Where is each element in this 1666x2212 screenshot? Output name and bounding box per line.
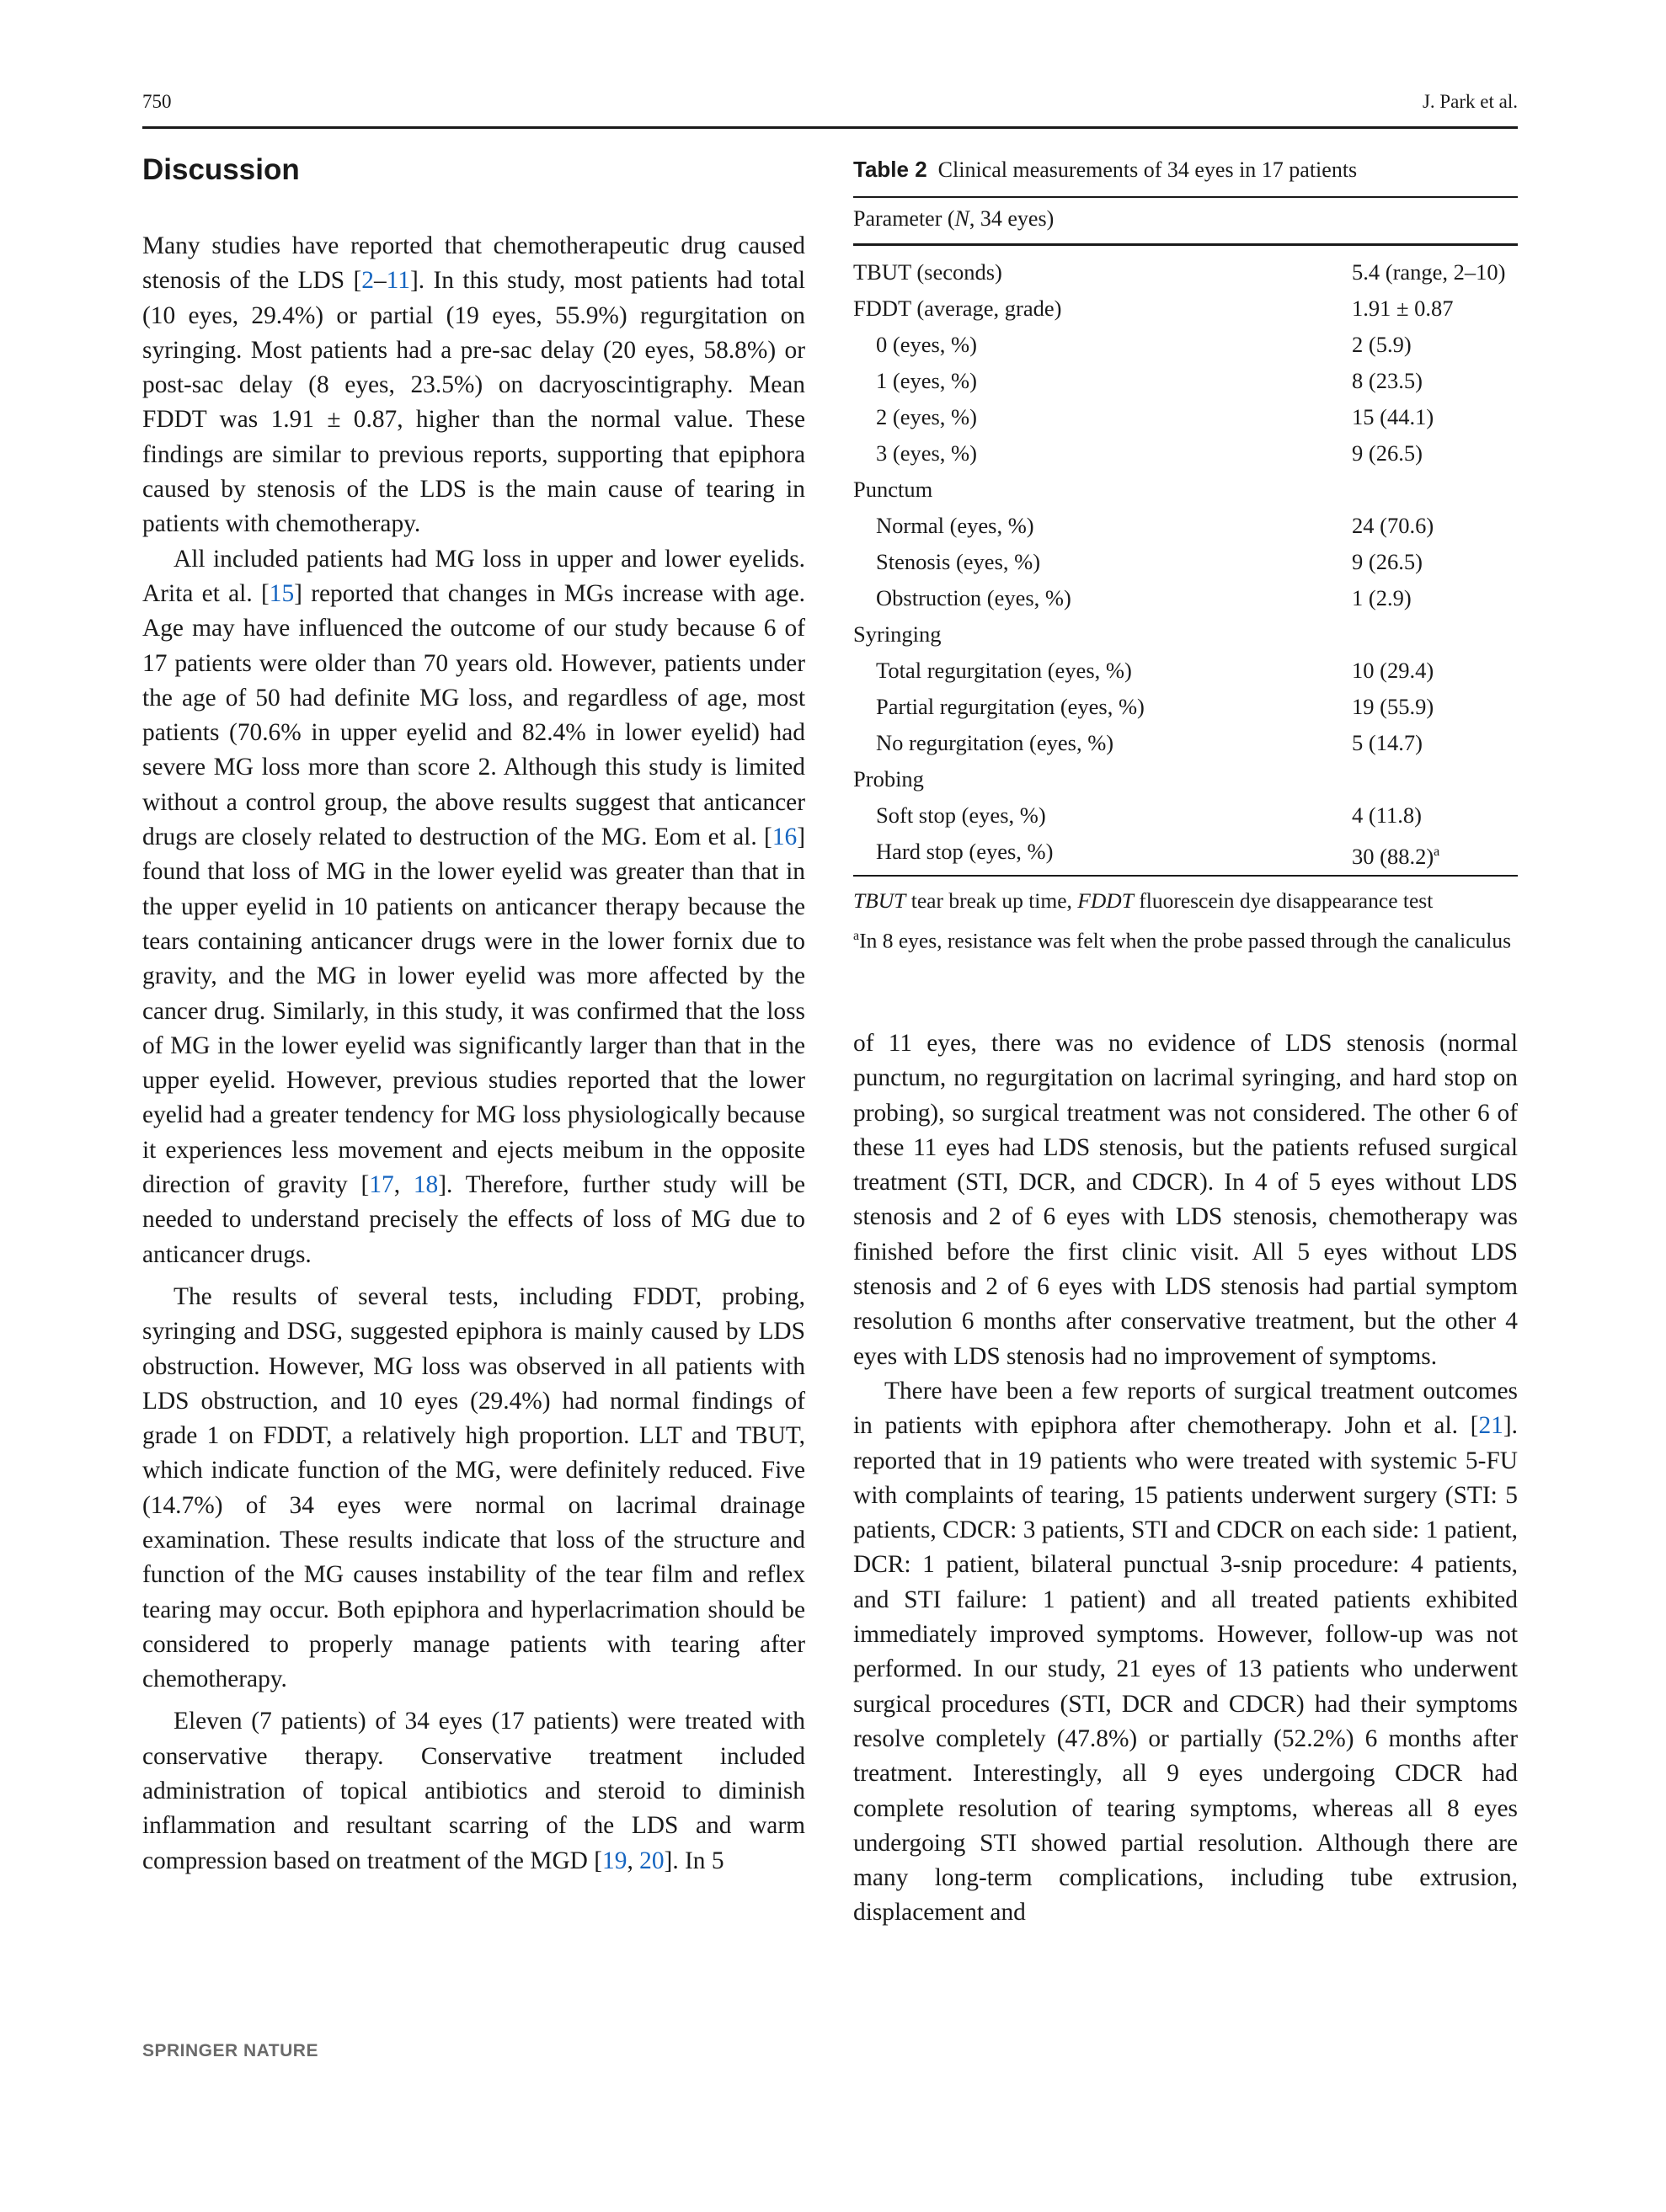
table-cell-parameter: 1 (eyes, %)	[876, 368, 977, 393]
table-row	[853, 580, 1518, 616]
table-cell-value	[1352, 616, 1518, 653]
table-cell-parameter: Partial regurgitation (eyes, %)	[876, 694, 1145, 719]
table-row	[853, 689, 1518, 725]
citation-link[interactable]: 21	[1478, 1412, 1503, 1440]
citation-link[interactable]: 2	[361, 267, 374, 295]
table-cell-parameter: Soft stop (eyes, %)	[876, 802, 1046, 828]
table-row	[853, 363, 1518, 399]
table-footnotes	[853, 887, 1518, 956]
abbreviation: TBUT	[853, 888, 906, 913]
table-cell-parameter: FDDT (average, grade)	[853, 296, 1062, 321]
table-caption	[853, 157, 1518, 183]
header-rule	[142, 126, 1518, 129]
table-cell-value	[1352, 761, 1518, 797]
table-cell-parameter: Normal (eyes, %)	[876, 513, 1034, 538]
text-run: –	[373, 267, 387, 295]
text-run: ,	[393, 1171, 414, 1199]
table-body	[853, 246, 1518, 875]
table-header-text: , 34 eyes)	[969, 206, 1055, 231]
table-cell-parameter: 2 (eyes, %)	[876, 404, 977, 429]
table-2	[853, 157, 1518, 962]
table-cell-value: 5.4 (range, 2–10)	[1352, 259, 1506, 285]
table-cell-parameter: TBUT (seconds)	[853, 259, 1002, 285]
table-cell-value: 10 (29.4)	[1352, 658, 1434, 683]
table-cell-parameter: Probing	[853, 766, 924, 792]
table-row	[853, 472, 1518, 508]
table-cell-parameter: Obstruction (eyes, %)	[876, 585, 1071, 610]
table-cell-parameter: 0 (eyes, %)	[876, 332, 977, 357]
paragraph	[853, 1026, 1518, 1374]
table-cell-value	[1352, 472, 1518, 508]
paragraph	[142, 1704, 805, 1878]
table-cell-value: 1 (2.9)	[1352, 585, 1412, 610]
table-cell-parameter: Syringing	[853, 621, 942, 647]
table-row	[853, 435, 1518, 472]
table-header	[853, 198, 1518, 243]
text-run: All included patients had MG loss in upper and lower eyelids. Arita et al. [	[142, 545, 805, 607]
table-row	[853, 761, 1518, 797]
table-cell-parameter: 3 (eyes, %)	[876, 440, 977, 466]
citation-link[interactable]: 18	[413, 1171, 439, 1199]
citation-link[interactable]: 17	[369, 1171, 394, 1199]
footnote-text: In 8 eyes, resistance was felt when the probe passed through the canaliculus	[859, 928, 1512, 953]
text-run: There have been a few reports of surgical treatment outcomes in patients with epiphora after chemotherapy. John et al. [	[853, 1377, 1518, 1440]
table-label: Table 2	[853, 157, 927, 182]
right-column	[853, 1026, 1518, 1931]
table-row	[853, 797, 1518, 834]
text-run: ]. In 5	[664, 1847, 724, 1874]
text-run: of 11 eyes, there was no evidence of LDS stenosis (normal punctum, no regurgitation on lacrimal syringing, and hard stop on probing), so surgical treatment was not considered. The other 6 of these 11 eyes had LDS stenosis, but the patients refused surgical treatment (STI, DCR, and CDCR). In 4 of 5 eyes without LDS stenosis and 2 of 6 eyes with LDS stenosis, chemotherapy was finished before the first clinic visit. All 5 eyes without LDS stenosis and 2 of 6 eyes with LDS stenosis had partial symptom resolution 6 months after conservative treatment, but the other 4 eyes with LDS stenosis had no improvement of symptoms.	[853, 1030, 1518, 1370]
table-row	[853, 834, 1518, 870]
section-heading: Discussion	[142, 153, 300, 186]
table-footnote-abbreviations	[853, 887, 1518, 915]
table-row	[853, 653, 1518, 689]
paragraph	[142, 542, 805, 1272]
table-row	[853, 254, 1518, 290]
table-row	[853, 508, 1518, 544]
running-head-authors: J. Park et al.	[1422, 91, 1518, 112]
table-caption-text: Clinical measurements of 34 eyes in 17 patients	[937, 157, 1358, 182]
text-run: ,	[627, 1847, 640, 1874]
left-column	[142, 153, 805, 1879]
table-cell-value: 30 $(88.2)^a$	[1352, 843, 1440, 869]
table-row	[853, 399, 1518, 435]
footnote-marker: a	[853, 929, 860, 943]
publisher-logo: SPRINGER NATURE	[142, 2041, 318, 2060]
table-header-text: Parameter (	[853, 206, 955, 231]
table-cell-parameter: Hard stop (eyes, %)	[876, 839, 1054, 864]
table-cell-value: 19 (55.9)	[1352, 694, 1434, 719]
table-footnote-a	[853, 922, 1518, 956]
table-cell-value: 5 (14.7)	[1352, 730, 1423, 755]
text-run: Eleven (7 patients) of 34 eyes (17 patients) were treated with conservative therapy. Conservative treatment included administration of topical antibiotics and steroid to diminish inflammation and resultant scarring of the LDS and warm compression based on treatment of the MGD [	[142, 1708, 805, 1874]
text-run: The results of several tests, including FDDT, probing, syringing and DSG, suggested epiphora is mainly caused by LDS obstruction. However, MG loss was observed in all patients with LDS obstruction, and 10 eyes (29.4%) had normal findings of grade 1 on FDDT, a relatively high proportion. LLT and TBUT, which indicate function of the MG, were definitely reduced. Five (14.7%) of 34 eyes were normal on lacrimal drainage examination. These results indicate that loss of the structure and function of the MG causes instability of the tear film and reflex tearing may occur. Both epiphora and hyperlacrimation should be considered to properly manage patients with tearing after chemotherapy.	[142, 1282, 805, 1693]
text-run: tear break up time,	[905, 888, 1078, 913]
table-row	[853, 544, 1518, 580]
citation-link[interactable]: 15	[269, 579, 295, 607]
table-cell-parameter: Stenosis (eyes, %)	[876, 549, 1041, 574]
table-cell-value: 9 (26.5)	[1352, 549, 1423, 574]
footnote-marker: a	[1434, 845, 1440, 859]
citation-link[interactable]: 20	[639, 1847, 665, 1874]
table-cell-value: 4 (11.8)	[1352, 802, 1422, 828]
paragraph	[142, 229, 805, 542]
table-cell-value: 8 (23.5)	[1352, 368, 1423, 393]
table-header-n: N	[954, 206, 969, 231]
page-number: 750	[142, 91, 172, 112]
table-row	[853, 725, 1518, 761]
text-run: ]. reported that in 19 patients who were treated with systemic 5-FU with complaints of tearing, 15 patients underwent surgery (STI: 5 patients, CDCR: 3 patients, STI and CDCR on each side: 1 patient, DCR: 1 patient, bilateral punctual 3-snip procedure: 4 patients, and STI failure: 1 patient) and all treated patients exhibited immediately improved symptoms. However, follow-up was not performed. In our study, 21 eyes of 13 patients who underwent surgical procedures (STI, DCR and CDCR) had their symptoms resolve completely (47.8%) or partially (52.2%) 6 months after treatment. Interestingly, all 9 eyes undergoing CDCR had complete resolution of tearing symptoms, whereas all 8 eyes undergoing STI showed partial resolution. Although there are many long-term complications, including tube extrusion, displacement and	[853, 1412, 1518, 1927]
table-row	[853, 327, 1518, 363]
text-run: fluorescein dye disappearance test	[1133, 888, 1434, 913]
citation-link[interactable]: 11	[386, 267, 410, 295]
table-cell-value: 9 (26.5)	[1352, 440, 1423, 466]
abbreviation: FDDT	[1077, 888, 1134, 913]
table-cell-parameter: Total regurgitation (eyes, %)	[876, 658, 1132, 683]
table-row	[853, 290, 1518, 327]
text-run: ]. In this study, most patients had total (10 eyes, 29.4%) or partial (19 eyes, 55.9%) regurgitation on syringing. Most patients had a pre-sac delay (20 eyes, 58.8%) or post-sac delay (8 eyes, 23.5%) on dacryoscintigraphy. Mean FDDT was 1.91 ± 0.87, higher than the normal value. These findings are similar to previous reports, supporting that epiphora caused by stenosis of the LDS is the main cause of tearing in patients with chemotherapy.	[142, 267, 805, 538]
table-cell-parameter: Punctum	[853, 477, 933, 502]
text-run: ]. Therefore, further study will be needed to understand precisely the effects of loss of MG due to anticancer drugs.	[142, 1171, 805, 1268]
paragraph	[142, 1280, 805, 1698]
citation-link[interactable]: 19	[602, 1847, 627, 1874]
text-run: ] found that loss of MG in the lower eyelid was greater than that in the upper eyelid in 10 patients on anticancer therapy because the tears containing anticancer drugs were in the lower fornix due to gravity, and the MG in lower eyelid was more affected by the cancer drug. Similarly, in this study, it was confirmed that the loss of MG in the lower eyelid was significantly larger than that in the upper eyelid. However, previous studies reported that the lower eyelid had a greater tendency for MG loss physiologically because it experiences less movement and ejects meibum in the opposite direction of gravity [	[142, 824, 805, 1199]
table-bottom-rule	[853, 875, 1518, 877]
text-run: Many studies have reported that chemotherapeutic drug caused stenosis of the LDS [	[142, 232, 805, 295]
table-cell-value: 2 (5.9)	[1352, 332, 1412, 357]
table-row	[853, 616, 1518, 653]
text-run: ] reported that changes in MGs increase with age. Age may have influenced the outcome of our study because 6 of 17 patients were older than 70 years old. However, patients under the age of 50 had definite MG loss, and regardless of age, most patients (70.6% in upper eyelid and 82.4% in lower eyelid) had severe MG loss more than score 2. Although this study is limited without a control group, the above results suggest that anticancer drugs are closely related to destruction of the MG. Eom et al. [	[142, 579, 805, 851]
table-cell-value: 24 (70.6)	[1352, 513, 1434, 538]
citation-link[interactable]: 16	[772, 824, 798, 851]
table-cell-value: 1.91 ± 0.87	[1352, 296, 1454, 321]
paragraph	[853, 1374, 1518, 1931]
table-cell-parameter: No regurgitation (eyes, %)	[876, 730, 1114, 755]
table-cell-value: 15 (44.1)	[1352, 404, 1434, 429]
